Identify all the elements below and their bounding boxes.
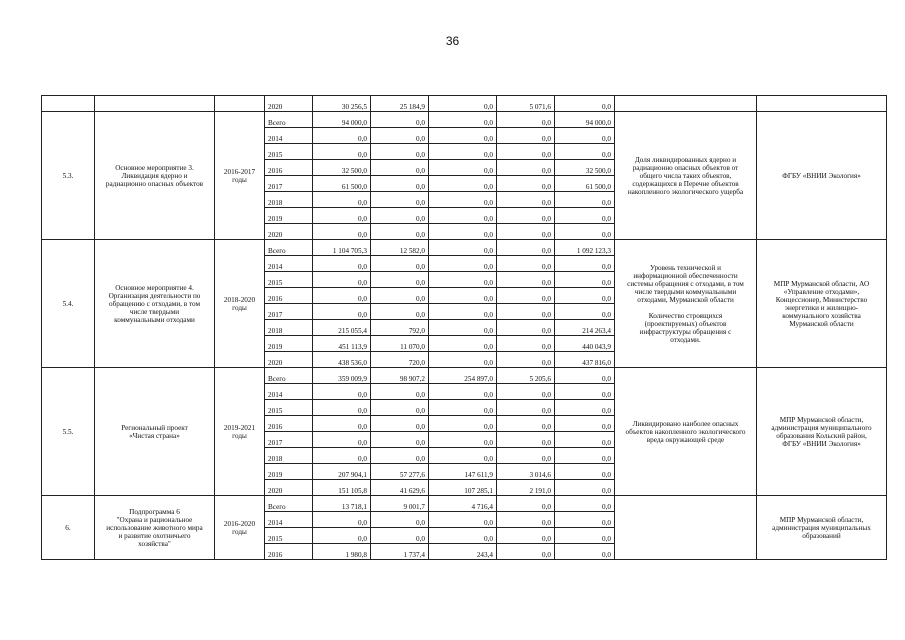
value-cell-2: 0,0 xyxy=(371,272,429,288)
measure-name-cell: Основное мероприятие 4. Организация деятельности по обращению с отходами, в том числе твердыми коммунальными отходами xyxy=(95,240,215,368)
value-cell-5: 0,0 xyxy=(555,544,615,560)
value-cell-1: 32 500,0 xyxy=(313,160,371,176)
value-cell-4: 0,0 xyxy=(497,336,555,352)
value-cell-5: 0,0 xyxy=(555,432,615,448)
value-cell-1: 0,0 xyxy=(313,448,371,464)
measure-name-cell: Региональный проект «Чистая страна» xyxy=(95,368,215,496)
value-cell-4: 0,0 xyxy=(497,544,555,560)
value-cell-2: 0,0 xyxy=(371,400,429,416)
value-cell-2: 0,0 xyxy=(371,160,429,176)
value-cell-5: 0,0 xyxy=(555,224,615,240)
value-cell-1: 0,0 xyxy=(313,304,371,320)
value-cell-3: 147 611,9 xyxy=(429,464,497,480)
value-cell-3: 0,0 xyxy=(429,112,497,128)
value-cell-1: 0,0 xyxy=(313,272,371,288)
period-cell: 2019-2021 годы xyxy=(215,368,265,496)
value-cell-1: 61 500,0 xyxy=(313,176,371,192)
value-cell-3: 0,0 xyxy=(429,320,497,336)
value-cell-3: 0,0 xyxy=(429,240,497,256)
value-cell-5: 0,0 xyxy=(555,416,615,432)
table-row xyxy=(42,112,887,128)
value-cell-1: 451 113,9 xyxy=(313,336,371,352)
value-cell-1: 0,0 xyxy=(313,256,371,272)
year-cell: 2015 xyxy=(265,272,313,288)
value-cell-3: 0,0 xyxy=(429,160,497,176)
value-cell-2: 0,0 xyxy=(371,144,429,160)
value-cell-5: 0,0 xyxy=(555,208,615,224)
value-cell-5: 0,0 xyxy=(555,304,615,320)
year-cell: 2016 xyxy=(265,288,313,304)
value-cell-3: 0,0 xyxy=(429,416,497,432)
value-cell-1: 30 256,5 xyxy=(313,96,371,112)
value-cell-5: 0,0 xyxy=(555,512,615,528)
value-cell-3: 0,0 xyxy=(429,192,497,208)
executor-cell xyxy=(757,96,887,112)
value-cell-1: 0,0 xyxy=(313,400,371,416)
value-cell-5: 440 043,9 xyxy=(555,336,615,352)
value-cell-4: 0,0 xyxy=(497,160,555,176)
value-cell-5: 0,0 xyxy=(555,96,615,112)
value-cell-4: 0,0 xyxy=(497,288,555,304)
value-cell-3: 0,0 xyxy=(429,256,497,272)
period-cell xyxy=(215,96,265,112)
value-cell-1: 359 009,9 xyxy=(313,368,371,384)
value-cell-5: 0,0 xyxy=(555,400,615,416)
value-cell-5: 437 816,0 xyxy=(555,352,615,368)
year-cell: 2020 xyxy=(265,224,313,240)
value-cell-1: 0,0 xyxy=(313,224,371,240)
value-cell-2: 0,0 xyxy=(371,384,429,400)
year-cell: 2020 xyxy=(265,480,313,496)
value-cell-4: 0,0 xyxy=(497,384,555,400)
value-cell-3: 0,0 xyxy=(429,304,497,320)
year-cell: 2017 xyxy=(265,432,313,448)
value-cell-1: 0,0 xyxy=(313,192,371,208)
value-cell-4: 0,0 xyxy=(497,128,555,144)
value-cell-3: 0,0 xyxy=(429,512,497,528)
value-cell-1: 94 000,0 xyxy=(313,112,371,128)
value-cell-3: 254 897,0 xyxy=(429,368,497,384)
year-cell: 2016 xyxy=(265,416,313,432)
value-cell-2: 0,0 xyxy=(371,512,429,528)
value-cell-2: 0,0 xyxy=(371,112,429,128)
value-cell-2: 0,0 xyxy=(371,416,429,432)
value-cell-5: 1 092 123,3 xyxy=(555,240,615,256)
value-cell-5: 0,0 xyxy=(555,256,615,272)
value-cell-5: 0,0 xyxy=(555,288,615,304)
value-cell-2: 1 737,4 xyxy=(371,544,429,560)
value-cell-3: 0,0 xyxy=(429,272,497,288)
value-cell-4: 0,0 xyxy=(497,416,555,432)
value-cell-3: 0,0 xyxy=(429,288,497,304)
value-cell-3: 0,0 xyxy=(429,336,497,352)
value-cell-1: 13 718,1 xyxy=(313,496,371,512)
value-cell-5: 0,0 xyxy=(555,464,615,480)
value-cell-2: 0,0 xyxy=(371,208,429,224)
year-cell: 2019 xyxy=(265,464,313,480)
table-row xyxy=(42,240,887,256)
year-cell: Всего xyxy=(265,112,313,128)
year-cell: 2017 xyxy=(265,176,313,192)
year-cell: 2015 xyxy=(265,400,313,416)
value-cell-4: 0,0 xyxy=(497,512,555,528)
year-cell: 2018 xyxy=(265,192,313,208)
value-cell-1: 1 980,8 xyxy=(313,544,371,560)
year-cell: 2019 xyxy=(265,208,313,224)
year-cell: 2020 xyxy=(265,352,313,368)
value-cell-2: 0,0 xyxy=(371,128,429,144)
measure-name-cell xyxy=(95,96,215,112)
table-row xyxy=(42,96,887,112)
period-cell: 2018-2020 годы xyxy=(215,240,265,368)
value-cell-2: 9 001,7 xyxy=(371,496,429,512)
value-cell-3: 0,0 xyxy=(429,96,497,112)
value-cell-2: 57 277,6 xyxy=(371,464,429,480)
value-cell-1: 207 904,1 xyxy=(313,464,371,480)
value-cell-1: 0,0 xyxy=(313,288,371,304)
year-cell: 2015 xyxy=(265,528,313,544)
indicator-cell xyxy=(615,496,757,560)
year-cell: 2014 xyxy=(265,512,313,528)
value-cell-2: 98 907,2 xyxy=(371,368,429,384)
executor-cell: МПР Мурманской области, АО «Управление отходами», Концессионер, Министерство энергетики и жилищно- коммунального хозяйства Мурманской области xyxy=(757,240,887,368)
table-row xyxy=(42,368,887,384)
value-cell-2: 0,0 xyxy=(371,256,429,272)
value-cell-4: 0,0 xyxy=(497,224,555,240)
program-measures-table xyxy=(41,95,887,560)
year-cell: 2014 xyxy=(265,384,313,400)
value-cell-5: 0,0 xyxy=(555,272,615,288)
value-cell-4: 0,0 xyxy=(497,448,555,464)
indicator-cell: Доля ликвидированных ядерно и радиационно опасных объектов от общего числа таких объектов, содержащихся в Перечне объектов накопленного экологического ущерба xyxy=(615,112,757,240)
value-cell-2: 0,0 xyxy=(371,224,429,240)
value-cell-3: 243,4 xyxy=(429,544,497,560)
value-cell-1: 1 104 705,3 xyxy=(313,240,371,256)
value-cell-1: 215 055,4 xyxy=(313,320,371,336)
year-cell: 2016 xyxy=(265,160,313,176)
value-cell-5: 0,0 xyxy=(555,384,615,400)
row-number-cell: 5.3. xyxy=(42,112,95,240)
year-cell: Всего xyxy=(265,240,313,256)
value-cell-2: 0,0 xyxy=(371,288,429,304)
value-cell-5: 0,0 xyxy=(555,496,615,512)
value-cell-2: 0,0 xyxy=(371,432,429,448)
year-cell: 2015 xyxy=(265,144,313,160)
value-cell-4: 0,0 xyxy=(497,240,555,256)
value-cell-2: 11 070,0 xyxy=(371,336,429,352)
value-cell-4: 2 191,0 xyxy=(497,480,555,496)
value-cell-2: 0,0 xyxy=(371,304,429,320)
value-cell-2: 0,0 xyxy=(371,448,429,464)
value-cell-4: 5 205,6 xyxy=(497,368,555,384)
value-cell-1: 0,0 xyxy=(313,384,371,400)
value-cell-5: 0,0 xyxy=(555,528,615,544)
value-cell-1: 0,0 xyxy=(313,208,371,224)
value-cell-5: 0,0 xyxy=(555,368,615,384)
value-cell-4: 0,0 xyxy=(497,352,555,368)
value-cell-2: 25 184,9 xyxy=(371,96,429,112)
year-cell: Всего xyxy=(265,496,313,512)
row-number-cell: 5.4. xyxy=(42,240,95,368)
table-row xyxy=(42,496,887,512)
row-number-cell xyxy=(42,96,95,112)
value-cell-3: 0,0 xyxy=(429,224,497,240)
period-cell: 2016-2017 годы xyxy=(215,112,265,240)
year-cell: 2018 xyxy=(265,320,313,336)
indicator-cell: Ликвидировано наиболее опасных объектов накопленного экологического вреда окружающей среде xyxy=(615,368,757,496)
value-cell-3: 0,0 xyxy=(429,432,497,448)
value-cell-3: 0,0 xyxy=(429,144,497,160)
value-cell-5: 61 500,0 xyxy=(555,176,615,192)
value-cell-3: 0,0 xyxy=(429,128,497,144)
value-cell-4: 0,0 xyxy=(497,272,555,288)
value-cell-5: 94 000,0 xyxy=(555,112,615,128)
page-number: 36 xyxy=(445,34,460,48)
year-cell: 2018 xyxy=(265,448,313,464)
value-cell-5: 32 500,0 xyxy=(555,160,615,176)
measure-name-cell: Основное мероприятие 3. Ликвидация ядерно и радиационно опасных объектов xyxy=(95,112,215,240)
value-cell-4: 0,0 xyxy=(497,112,555,128)
year-cell: 2014 xyxy=(265,256,313,272)
year-cell: 2017 xyxy=(265,304,313,320)
value-cell-3: 0,0 xyxy=(429,448,497,464)
value-cell-1: 151 105,8 xyxy=(313,480,371,496)
program-table-wrap xyxy=(41,95,887,560)
row-number-cell: 5.5. xyxy=(42,368,95,496)
value-cell-4: 0,0 xyxy=(497,432,555,448)
value-cell-3: 4 716,4 xyxy=(429,496,497,512)
value-cell-3: 0,0 xyxy=(429,176,497,192)
value-cell-4: 0,0 xyxy=(497,208,555,224)
value-cell-5: 0,0 xyxy=(555,128,615,144)
value-cell-2: 720,0 xyxy=(371,352,429,368)
measure-name-cell: Подпрограмма 6 "Охрана и рациональное использование животного мира и развитие охотничьего хозяйства" xyxy=(95,496,215,560)
value-cell-4: 0,0 xyxy=(497,400,555,416)
value-cell-2: 0,0 xyxy=(371,528,429,544)
value-cell-3: 107 285,1 xyxy=(429,480,497,496)
value-cell-4: 0,0 xyxy=(497,144,555,160)
value-cell-4: 0,0 xyxy=(497,528,555,544)
year-cell: 2019 xyxy=(265,336,313,352)
year-cell: 2020 xyxy=(265,96,313,112)
value-cell-4: 0,0 xyxy=(497,256,555,272)
value-cell-4: 0,0 xyxy=(497,320,555,336)
value-cell-1: 0,0 xyxy=(313,432,371,448)
row-number-cell: 6. xyxy=(42,496,95,560)
value-cell-5: 0,0 xyxy=(555,448,615,464)
value-cell-3: 0,0 xyxy=(429,528,497,544)
executor-cell: МПР Мурманской области, администрация муниципальных образований xyxy=(757,496,887,560)
value-cell-1: 0,0 xyxy=(313,512,371,528)
value-cell-4: 0,0 xyxy=(497,304,555,320)
value-cell-2: 792,0 xyxy=(371,320,429,336)
executor-cell: ФГБУ «ВНИИ Экология» xyxy=(757,112,887,240)
value-cell-4: 0,0 xyxy=(497,192,555,208)
value-cell-4: 3 014,6 xyxy=(497,464,555,480)
value-cell-3: 0,0 xyxy=(429,384,497,400)
value-cell-4: 5 071,6 xyxy=(497,96,555,112)
period-cell: 2016-2020 годы xyxy=(215,496,265,560)
indicator-cell: Уровень технической и информационной обеспеченности системы обращения с отходами, в том числе твердыми коммунальными отходами, Мурманской области Количество строящихся (проектируемых) объектов инфраструктуры обращения с отходами. xyxy=(615,240,757,368)
value-cell-1: 0,0 xyxy=(313,144,371,160)
value-cell-5: 214 263,4 xyxy=(555,320,615,336)
value-cell-2: 12 582,0 xyxy=(371,240,429,256)
value-cell-5: 0,0 xyxy=(555,192,615,208)
executor-cell: МПР Мурманской области, администрация муниципального образования Кольский район, ФГБУ «ВНИИ Экология» xyxy=(757,368,887,496)
value-cell-1: 438 536,0 xyxy=(313,352,371,368)
value-cell-1: 0,0 xyxy=(313,528,371,544)
value-cell-5: 0,0 xyxy=(555,480,615,496)
value-cell-2: 0,0 xyxy=(371,192,429,208)
value-cell-3: 0,0 xyxy=(429,352,497,368)
value-cell-1: 0,0 xyxy=(313,128,371,144)
value-cell-5: 0,0 xyxy=(555,144,615,160)
value-cell-3: 0,0 xyxy=(429,208,497,224)
value-cell-4: 0,0 xyxy=(497,176,555,192)
year-cell: 2016 xyxy=(265,544,313,560)
value-cell-2: 0,0 xyxy=(371,176,429,192)
value-cell-3: 0,0 xyxy=(429,400,497,416)
indicator-cell xyxy=(615,96,757,112)
year-cell: Всего xyxy=(265,368,313,384)
value-cell-1: 0,0 xyxy=(313,416,371,432)
value-cell-2: 41 629,6 xyxy=(371,480,429,496)
year-cell: 2014 xyxy=(265,128,313,144)
value-cell-4: 0,0 xyxy=(497,496,555,512)
